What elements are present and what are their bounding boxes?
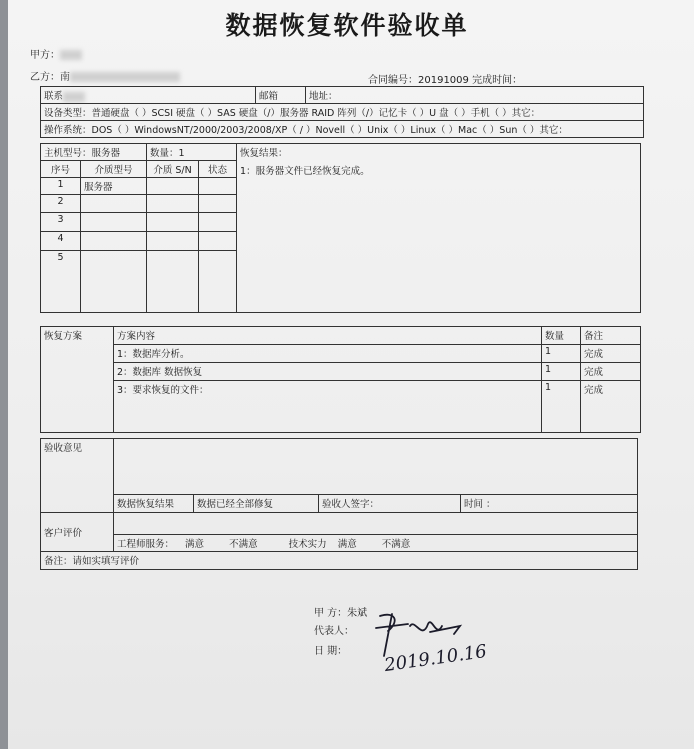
plan-qty: 1 <box>542 381 581 433</box>
media-no: 3 <box>41 213 81 232</box>
header-media-model: 介质型号 <box>81 161 147 178</box>
acceptance-result-label: 数据恢复结果 <box>114 495 194 513</box>
plan-note: 完成 <box>581 345 641 363</box>
remark-row: 备注：请如实填写评价 <box>41 552 638 570</box>
acceptance-label: 验收意见 <box>41 439 114 513</box>
signer-label: 验收人签字： <box>319 495 461 513</box>
media-model <box>81 195 147 213</box>
os-row: 操作系统：DOS（ ）WindowsNT/2000/2003/2008/XP（ / ）Novell（ ）Unix（ ）Linux（ ）Mac（ ）Sun（ ）其它： <box>41 121 644 138</box>
plan-header-qty: 数量 <box>542 327 581 345</box>
recovery-result: 恢复结果： 1：服务器文件已经恢复完成。 <box>237 144 641 313</box>
party-b-line <box>30 68 180 83</box>
redacted-party-a <box>60 50 82 60</box>
document-title: 数据恢复软件验收单 <box>225 11 469 40</box>
footer-date-label: 日 期： <box>314 646 348 657</box>
plan-content: 1：数据库分析。 <box>114 345 542 363</box>
plan-table <box>40 326 641 433</box>
plan-note: 完成 <box>581 363 641 381</box>
media-no: 5 <box>41 251 81 313</box>
contact-cell: 联系 <box>41 87 256 104</box>
device-type-row: 设备类型：普通硬盘（ ）SCSI 硬盘（ ）SAS 硬盘（/）服务器 RAID 阵列（/）记忆卡（ ）U 盘（ ）手机（ ）其它： <box>41 104 644 121</box>
host-model: 主机型号：服务器 <box>41 144 147 161</box>
plan-header-content: 方案内容 <box>114 327 542 345</box>
media-no: 2 <box>41 195 81 213</box>
plan-qty: 1 <box>542 345 581 363</box>
review-row: 工程师服务： 满意 不满意 技术实力 满意 不满意 <box>114 535 638 552</box>
party-a-label: 甲方： <box>30 50 60 61</box>
acceptance-table <box>40 438 638 570</box>
plan-qty: 1 <box>542 363 581 381</box>
time-label: 时间 ： <box>461 495 638 513</box>
tech-satisfied: 满意 <box>337 539 357 550</box>
media-table <box>40 143 641 313</box>
header-media-sn: 介质 S/N <box>147 161 199 178</box>
redacted-party-b <box>70 72 180 82</box>
email-cell: 邮箱 <box>256 87 306 104</box>
header-status: 状态 <box>199 161 237 178</box>
media-no: 4 <box>41 232 81 251</box>
handwritten-date: 2019.10.16 <box>383 640 489 677</box>
media-model <box>81 213 147 232</box>
media-model <box>81 232 147 251</box>
media-model: 服务器 <box>81 178 147 195</box>
acceptance-result-value: 数据已经全部修复 <box>194 495 319 513</box>
media-model <box>81 251 147 313</box>
media-no: 1 <box>41 178 81 195</box>
plan-content: 2：数据库 数据恢复 <box>114 363 542 381</box>
host-count: 数量：1 <box>147 144 237 161</box>
tech-label: 技术实力 <box>288 539 327 550</box>
footer-party-a: 甲 方：朱斌 <box>314 608 368 619</box>
plan-note: 完成 <box>581 381 641 433</box>
tech-unsatisfied: 不满意 <box>381 539 411 550</box>
plan-header-note: 备注 <box>581 327 641 345</box>
party-b-value: 南 <box>60 72 70 83</box>
header-table <box>40 86 644 138</box>
review-label: 客户评价 <box>41 513 114 552</box>
footer-rep: 代表人： <box>314 626 354 637</box>
plan-content: 3：要求恢复的文件： <box>114 381 542 433</box>
header-no: 序号 <box>41 161 81 178</box>
party-b-label: 乙方： <box>30 72 60 83</box>
engineer-unsatisfied: 不满意 <box>229 539 258 550</box>
engineer-satisfied: 满意 <box>185 539 205 550</box>
plan-label: 恢复方案 <box>41 327 114 433</box>
redacted-contact <box>63 92 85 102</box>
address-cell: 地址： <box>306 87 644 104</box>
contract-number: 合同编号：20191009 完成时间： <box>368 75 523 86</box>
party-a-line <box>30 46 82 61</box>
